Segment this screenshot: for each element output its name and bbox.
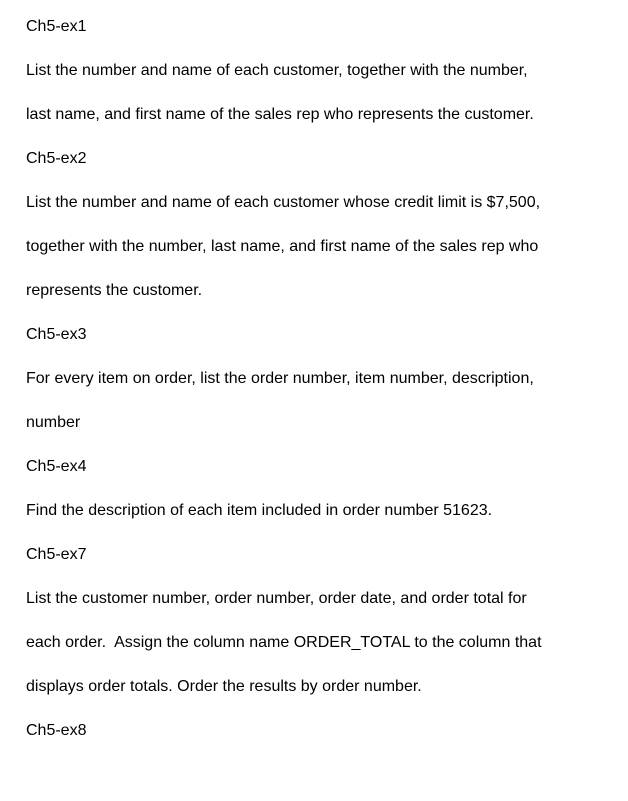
exercise-heading-ch5-ex4: Ch5-ex4 (26, 458, 87, 475)
exercise-heading-ch5-ex1: Ch5-ex1 (26, 18, 87, 35)
exercise-text-line: each order. Assign the column name ORDER_TOTAL to the column that (26, 634, 542, 651)
exercise-text-line: last name, and first name of the sales rep who represents the customer. (26, 106, 534, 123)
document-page (26, 16, 616, 764)
exercise-heading-ch5-ex3: Ch5-ex3 (26, 326, 87, 343)
exercise-heading-ch5-ex2: Ch5-ex2 (26, 150, 87, 167)
exercise-text-line: together with the number, last name, and first name of the sales rep who (26, 238, 539, 255)
exercise-text-line: List the number and name of each customer, together with the number, (26, 62, 528, 79)
exercise-text-line: number (26, 414, 81, 431)
exercise-heading-ch5-ex7: Ch5-ex7 (26, 546, 87, 563)
exercise-heading-ch5-ex8: Ch5-ex8 (26, 722, 87, 739)
exercise-text-line: Find the description of each item included in order number 51623. (26, 502, 493, 519)
exercise-text-line: displays order totals. Order the results by order number. (26, 678, 422, 695)
exercise-text-line: List the customer number, order number, order date, and order total for (26, 590, 527, 607)
exercise-text-line: List the number and name of each customer whose credit limit is $7,500, (26, 194, 541, 211)
exercise-text-line: For every item on order, list the order number, item number, description, (26, 370, 534, 387)
exercise-text-line: represents the customer. (26, 282, 203, 299)
